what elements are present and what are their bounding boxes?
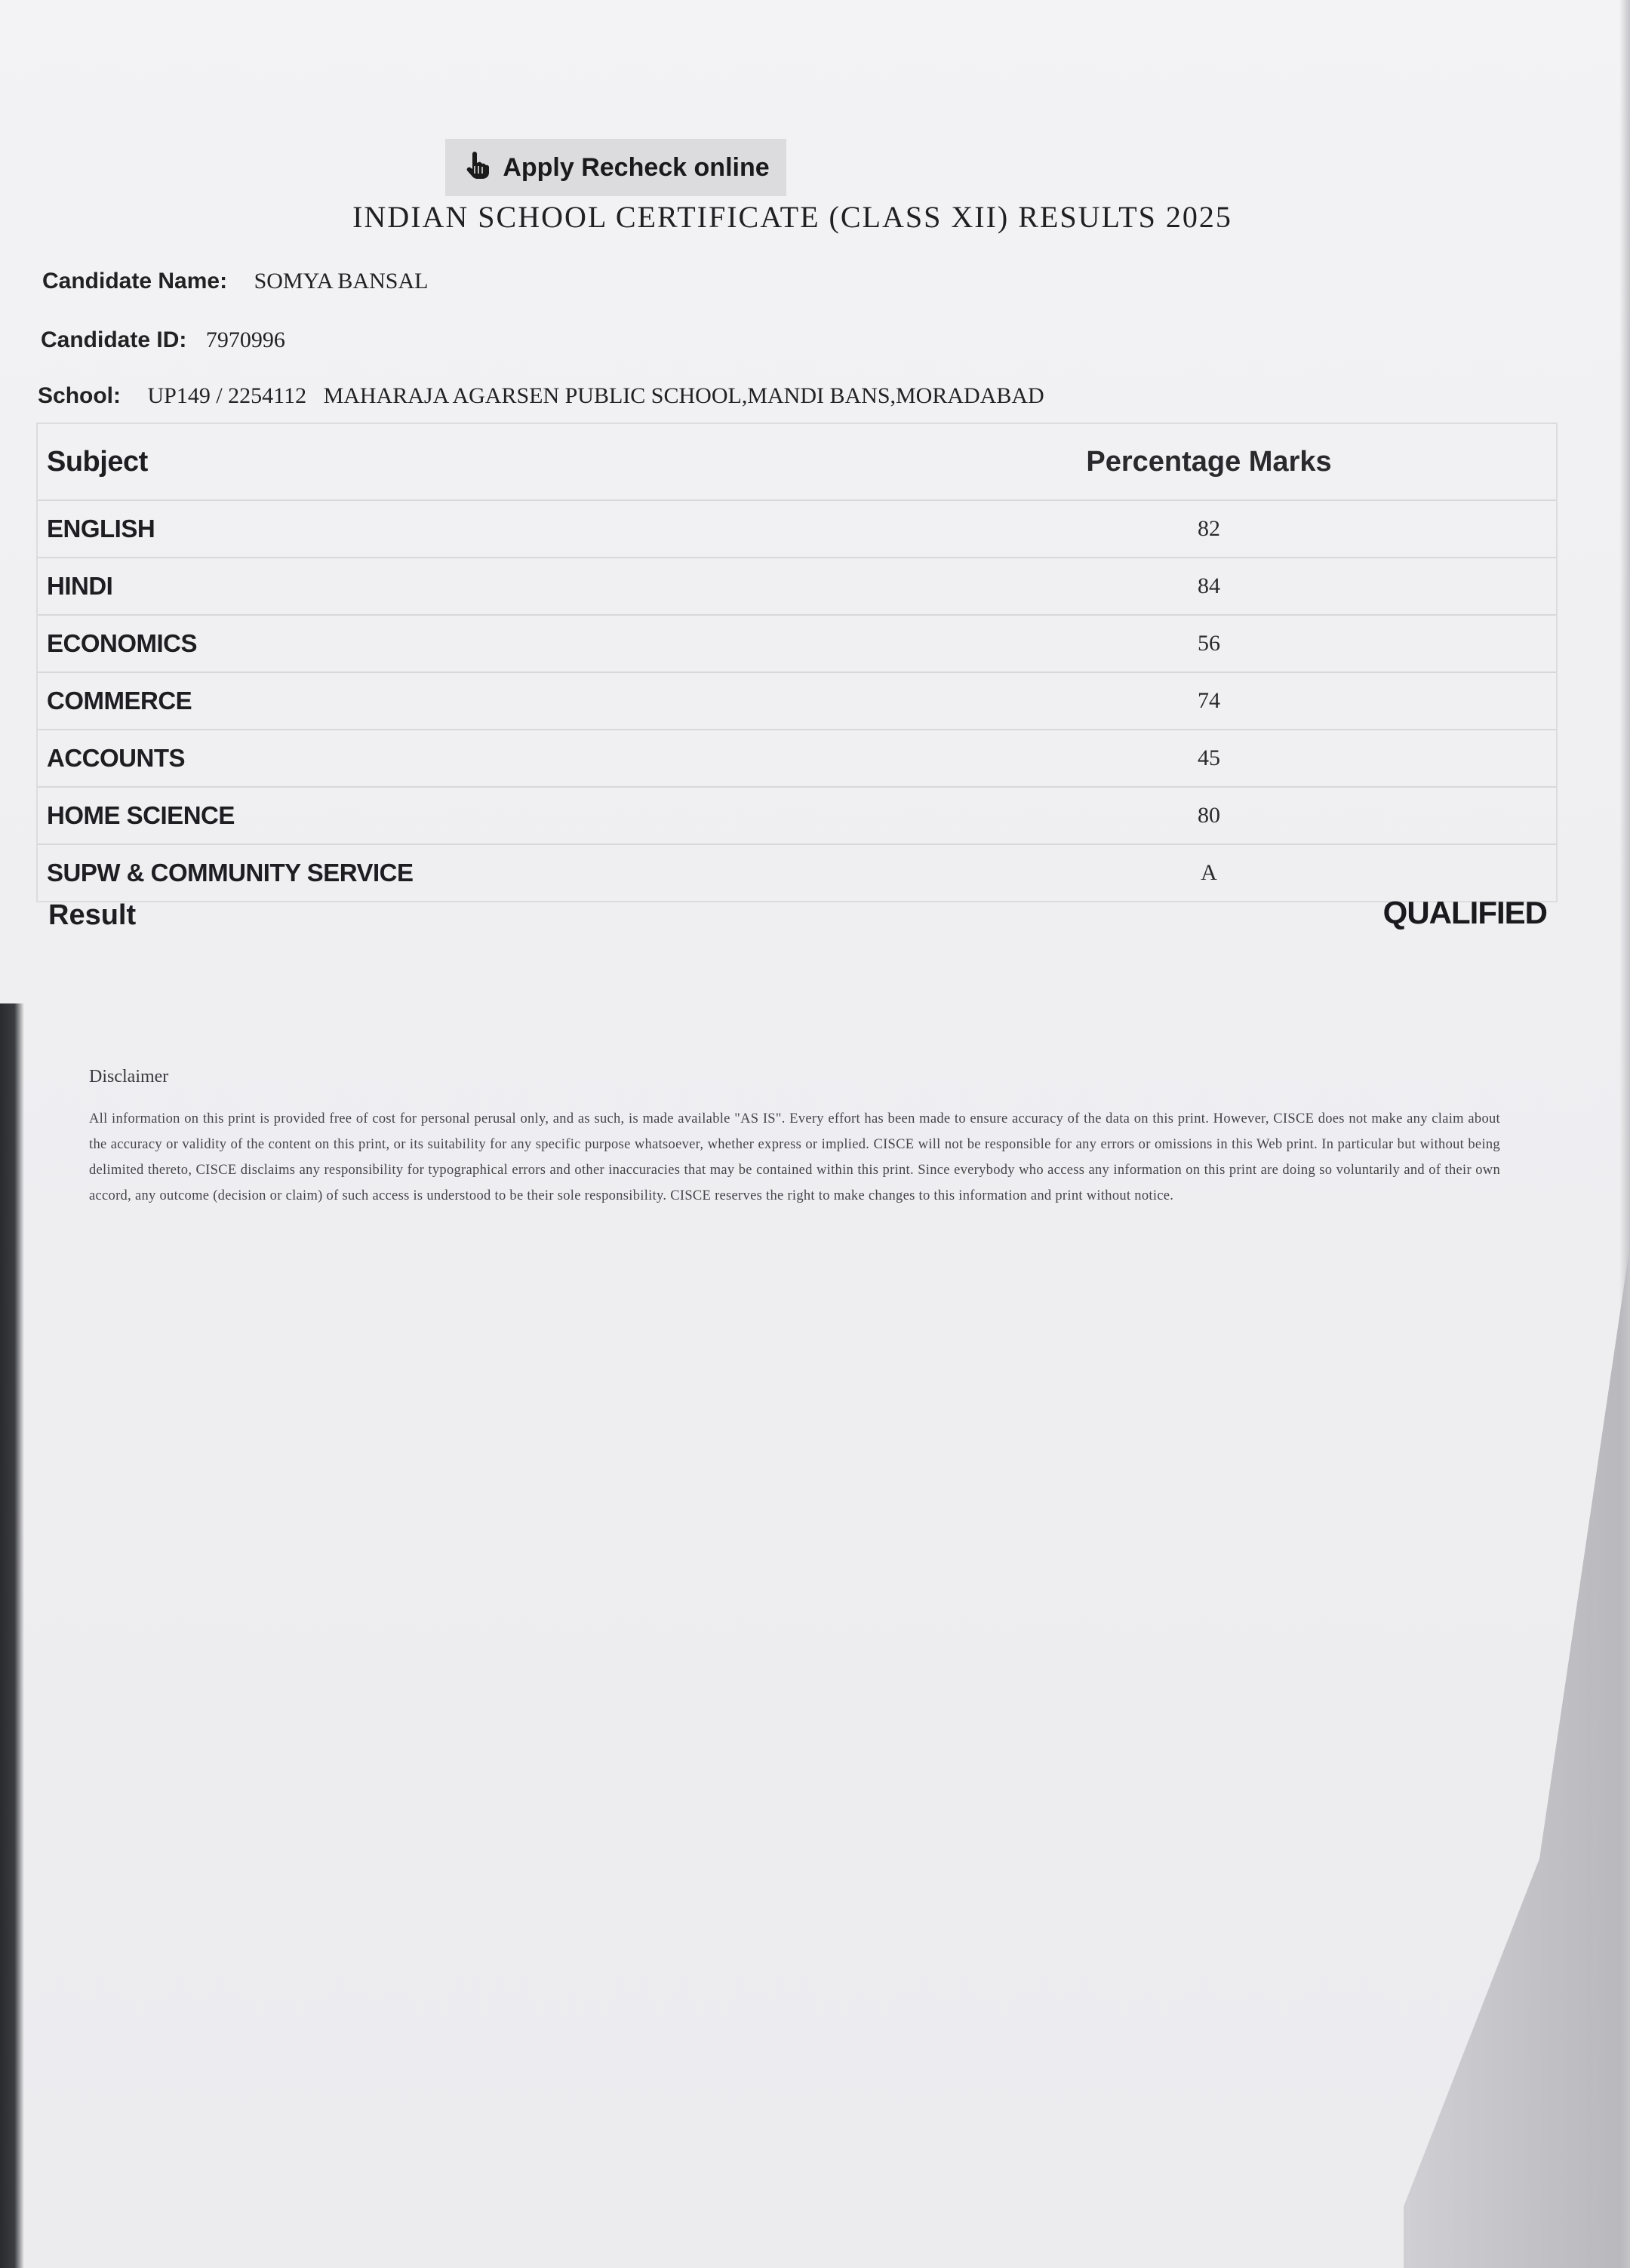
marks-cell: A bbox=[1201, 860, 1217, 885]
candidate-id-row bbox=[41, 327, 285, 353]
subject-cell: HINDI bbox=[47, 572, 113, 600]
marks-cell: 80 bbox=[1198, 803, 1220, 828]
marks-cell: 45 bbox=[1198, 745, 1220, 770]
subject-cell: COMMERCE bbox=[47, 687, 192, 715]
right-paper-fold bbox=[1404, 1245, 1630, 2268]
marks-column-header: Percentage Marks bbox=[1086, 445, 1332, 478]
candidate-id-label: Candidate ID: bbox=[41, 327, 187, 352]
table-header-row bbox=[38, 424, 1556, 499]
subject-column-header: Subject bbox=[47, 445, 148, 478]
candidate-id-value: 7970996 bbox=[205, 327, 285, 352]
school-value: UP149 / 2254112 MAHARAJA AGARSEN PUBLIC SCHOOL,MANDI BANS,MORADABAD bbox=[147, 383, 1044, 408]
apply-recheck-label: Apply Recheck online bbox=[503, 152, 770, 182]
table-row bbox=[38, 557, 1556, 614]
table-row bbox=[38, 671, 1556, 729]
result-label: Result bbox=[48, 899, 137, 931]
table-row bbox=[38, 844, 1556, 901]
table-row bbox=[38, 729, 1556, 786]
subject-cell: ACCOUNTS bbox=[47, 744, 185, 772]
subject-cell: ECONOMICS bbox=[47, 629, 198, 657]
disclaimer-title: Disclaimer bbox=[89, 1067, 169, 1086]
disclaimer-text: All information on this print is provided free of cost for personal perusal only, and as such, is made available "AS IS". Every effort has been made to ensure accuracy of the data on this print. However, CISCE does not make any claim about the accuracy or validity of the content on this print, or its suitability for any specific purpose whatsoever, whether express or implied. CISCE will not be responsible for any errors or omissions in this Web print. In particular but without being delimited thereto, CISCE disclaims any responsibility for typographical errors and other inaccuracies that may be contained within this print. Since everybody who access any information on this print are doing so voluntarily and of their own accord, any outcome (decision or claim) of such access is understood to be their sole responsibility. CISCE reserves the right to make changes to this information and print without notice. bbox=[89, 1111, 1500, 1203]
candidate-name-value: SOMYA BANSAL bbox=[254, 269, 429, 293]
marks-cell: 56 bbox=[1198, 631, 1220, 656]
table-row bbox=[38, 614, 1556, 671]
subject-cell: SUPW & COMMUNITY SERVICE bbox=[47, 859, 414, 887]
school-row bbox=[38, 383, 1044, 409]
marks-cell: 84 bbox=[1198, 573, 1220, 598]
candidate-name-row bbox=[42, 269, 428, 294]
marks-cell: 74 bbox=[1198, 688, 1220, 713]
table-row bbox=[38, 499, 1556, 557]
school-label: School: bbox=[38, 383, 121, 408]
page-title: INDIAN SCHOOL CERTIFICATE (CLASS XII) RESULTS 2025 bbox=[352, 200, 1232, 234]
marks-cell: 82 bbox=[1198, 516, 1220, 541]
apply-recheck-button[interactable] bbox=[445, 139, 786, 196]
table-row bbox=[38, 786, 1556, 844]
subject-cell: HOME SCIENCE bbox=[47, 801, 235, 829]
candidate-name-label: Candidate Name: bbox=[42, 269, 228, 293]
hand-pointer-icon bbox=[462, 149, 492, 186]
result-value: QUALIFIED bbox=[1382, 895, 1547, 930]
left-edge-shadow bbox=[0, 1003, 24, 2268]
results-table bbox=[36, 423, 1558, 902]
right-edge-shade bbox=[1619, 0, 1630, 2268]
subject-cell: ENGLISH bbox=[47, 515, 155, 542]
